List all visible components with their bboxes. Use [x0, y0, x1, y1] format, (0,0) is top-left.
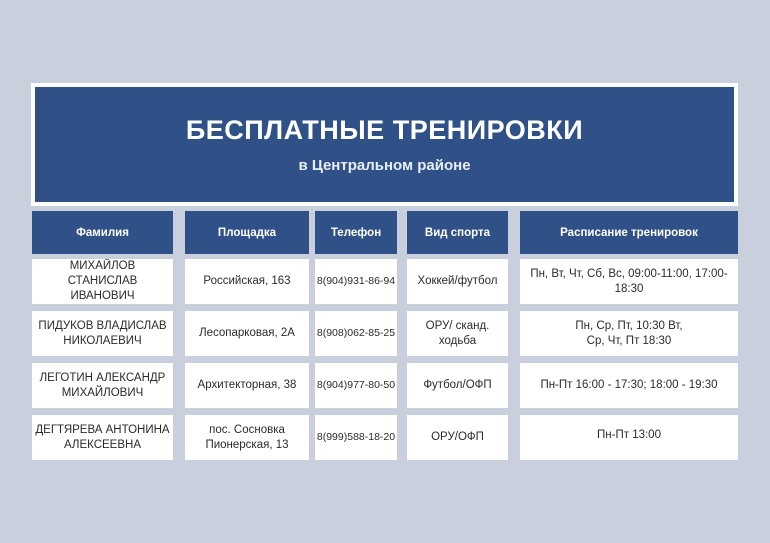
table-cell-sport: ОРУ/ сканд. ходьба — [407, 311, 508, 356]
column-header-phone: Телефон — [315, 211, 397, 254]
table-cell-phone: 8(904)977-80-50 — [315, 363, 397, 408]
page-title: БЕСПЛАТНЫЕ ТРЕНИРОВКИ — [185, 115, 584, 145]
table-cell-name: ПИДУКОВ ВЛАДИСЛАВ НИКОЛАЕВИЧ — [32, 311, 173, 356]
column-header-venue: Площадка — [185, 211, 309, 254]
page-subtitle: в Центральном районе — [298, 157, 471, 174]
table-cell-name: ЛЕГОТИН АЛЕКСАНДР МИХАЙЛОВИЧ — [32, 363, 173, 408]
table-cell-sport: Футбол/ОФП — [407, 363, 508, 408]
table-cell-venue: Российская, 163 — [185, 259, 309, 304]
table-cell-venue: Лесопарковая, 2А — [185, 311, 309, 356]
banner — [35, 87, 734, 202]
table-cell-schedule: Пн-Пт 13:00 — [520, 415, 738, 460]
table-cell-venue: пос. Сосновка Пионерская, 13 — [185, 415, 309, 460]
table-cell-venue: Архитекторная, 38 — [185, 363, 309, 408]
column-header-surname: Фамилия — [32, 211, 173, 254]
table-cell-schedule: Пн, Вт, Чт, Сб, Вс, 09:00-11:00, 17:00-18:30 — [520, 259, 738, 304]
table-cell-name: МИХАЙЛОВ СТАНИСЛАВ ИВАНОВИЧ — [32, 259, 173, 304]
table-cell-schedule: Пн, Ср, Пт, 10:30 Вт, Ср, Чт, Пт 18:30 — [520, 311, 738, 356]
banner-frame — [31, 83, 738, 206]
table-cell-phone: 8(904)931-86-94 — [315, 259, 397, 304]
column-header-schedule: Расписание тренировок — [520, 211, 738, 254]
table-cell-name: ДЕГТЯРЕВА АНТОНИНА АЛЕКСЕЕВНА — [32, 415, 173, 460]
table-cell-schedule: Пн-Пт 16:00 - 17:30; 18:00 - 19:30 — [520, 363, 738, 408]
table-cell-phone: 8(999)588-18-20 — [315, 415, 397, 460]
column-header-sport: Вид спорта — [407, 211, 508, 254]
table-cell-phone: 8(908)062-85-25 — [315, 311, 397, 356]
table-cell-sport: ОРУ/ОФП — [407, 415, 508, 460]
table-cell-sport: Хоккей/футбол — [407, 259, 508, 304]
